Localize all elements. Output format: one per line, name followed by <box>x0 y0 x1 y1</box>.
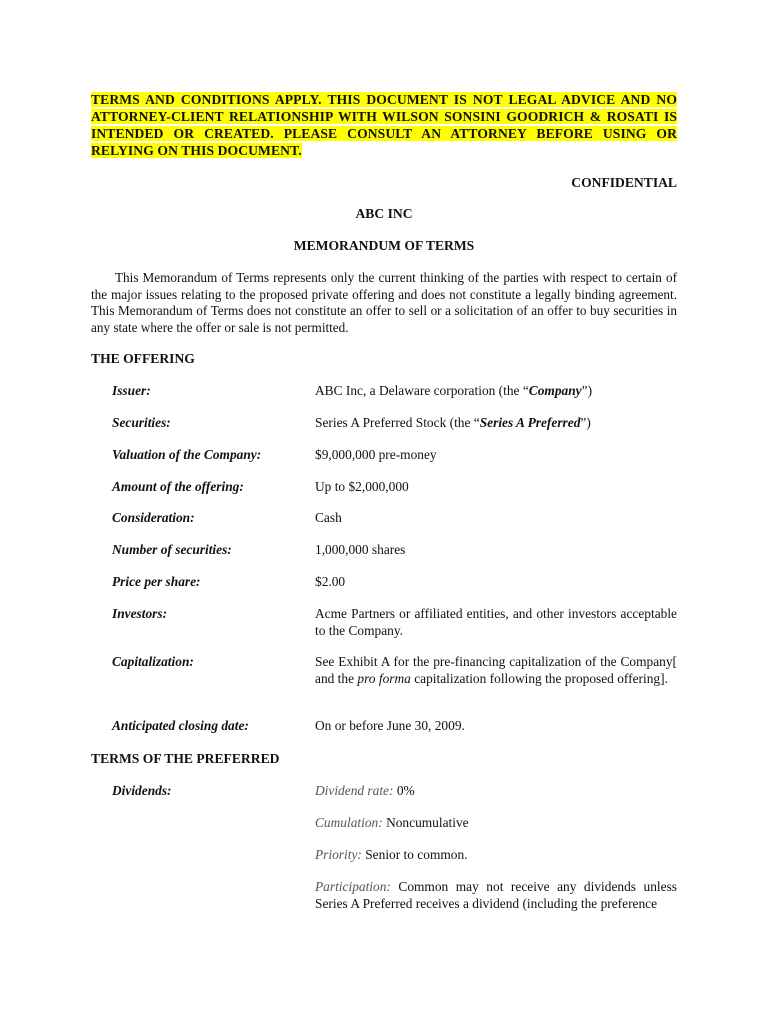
term-label-closing-date: Anticipated closing date: <box>112 718 249 733</box>
section-heading-preferred: TERMS OF THE PREFERRED <box>91 751 280 766</box>
disclaimer-highlighted-text: TERMS AND CONDITIONS APPLY. THIS DOCUMENT IS NOT LEGAL ADVICE AND NO ATTORNEY-CLIENT RELATIONSHIP WITH WILSON SONSINI GOODRICH & ROSATI IS INTENDED OR CREATED. PLEASE CONSULT AN ATTORNEY BEFORE USING OR RELYING ON THIS DOCUMENT. <box>91 92 677 158</box>
term-label-dividends: Dividends: <box>112 783 172 798</box>
term-value-valuation: $9,000,000 pre-money <box>315 447 437 462</box>
term-label-valuation: Valuation of the Company: <box>112 447 262 462</box>
term-label-securities: Securities: <box>112 415 171 430</box>
term-label-number-of-securities: Number of securities: <box>112 542 232 557</box>
company-name: ABC INC <box>355 206 413 221</box>
term-value-issuer: ABC Inc, a Delaware corporation (the “Company”) <box>315 383 593 398</box>
dividend-cumulation: Cumulation: Noncumulative <box>315 815 469 830</box>
term-label-issuer: Issuer: <box>112 383 151 398</box>
term-value-amount: Up to $2,000,000 <box>315 479 409 494</box>
confidential-label: CONFIDENTIAL <box>571 175 677 190</box>
term-value-closing-date: On or before June 30, 2009. <box>315 718 465 733</box>
term-label-capitalization: Capitalization: <box>112 654 194 669</box>
term-label-amount: Amount of the offering: <box>112 479 244 494</box>
term-value-investors: Acme Partners or affiliated entities, and other investors acceptable to the Company. <box>315 606 677 638</box>
term-value-capitalization: See Exhibit A for the pre-financing capitalization of the Company[ and the pro forma capitalization following the proposed offering]. <box>315 654 677 686</box>
dividend-rate: Dividend rate: 0% <box>315 783 415 798</box>
dividend-priority: Priority: Senior to common. <box>315 847 468 862</box>
term-value-price-per-share: $2.00 <box>315 574 346 589</box>
document-title: MEMORANDUM OF TERMS <box>293 238 475 253</box>
term-value-number-of-securities: 1,000,000 shares <box>315 542 406 557</box>
term-label-price-per-share: Price per share: <box>112 574 201 589</box>
dividend-participation: Participation: Common may not receive any dividends unless Series A Preferred receives a dividend (including the preference <box>315 879 677 911</box>
term-value-consideration: Cash <box>315 510 342 525</box>
intro-paragraph <box>91 270 677 336</box>
legal-disclaimer <box>91 91 677 159</box>
section-heading-offering: THE OFFERING <box>91 351 195 366</box>
term-value-securities: Series A Preferred Stock (the “Series A Preferred”) <box>315 415 591 430</box>
term-label-investors: Investors: <box>112 606 168 621</box>
intro-text: This Memorandum of Terms represents only the current thinking of the parties with respect to certain of the major issues relating to the proposed private offering and does not constitute a legally binding agreement. This Memorandum of Terms does not constitute an offer to sell or a solicitation of an offer to buy securities in any state where the offer or sale is not permitted. <box>91 270 677 335</box>
term-label-consideration: Consideration: <box>112 510 195 525</box>
